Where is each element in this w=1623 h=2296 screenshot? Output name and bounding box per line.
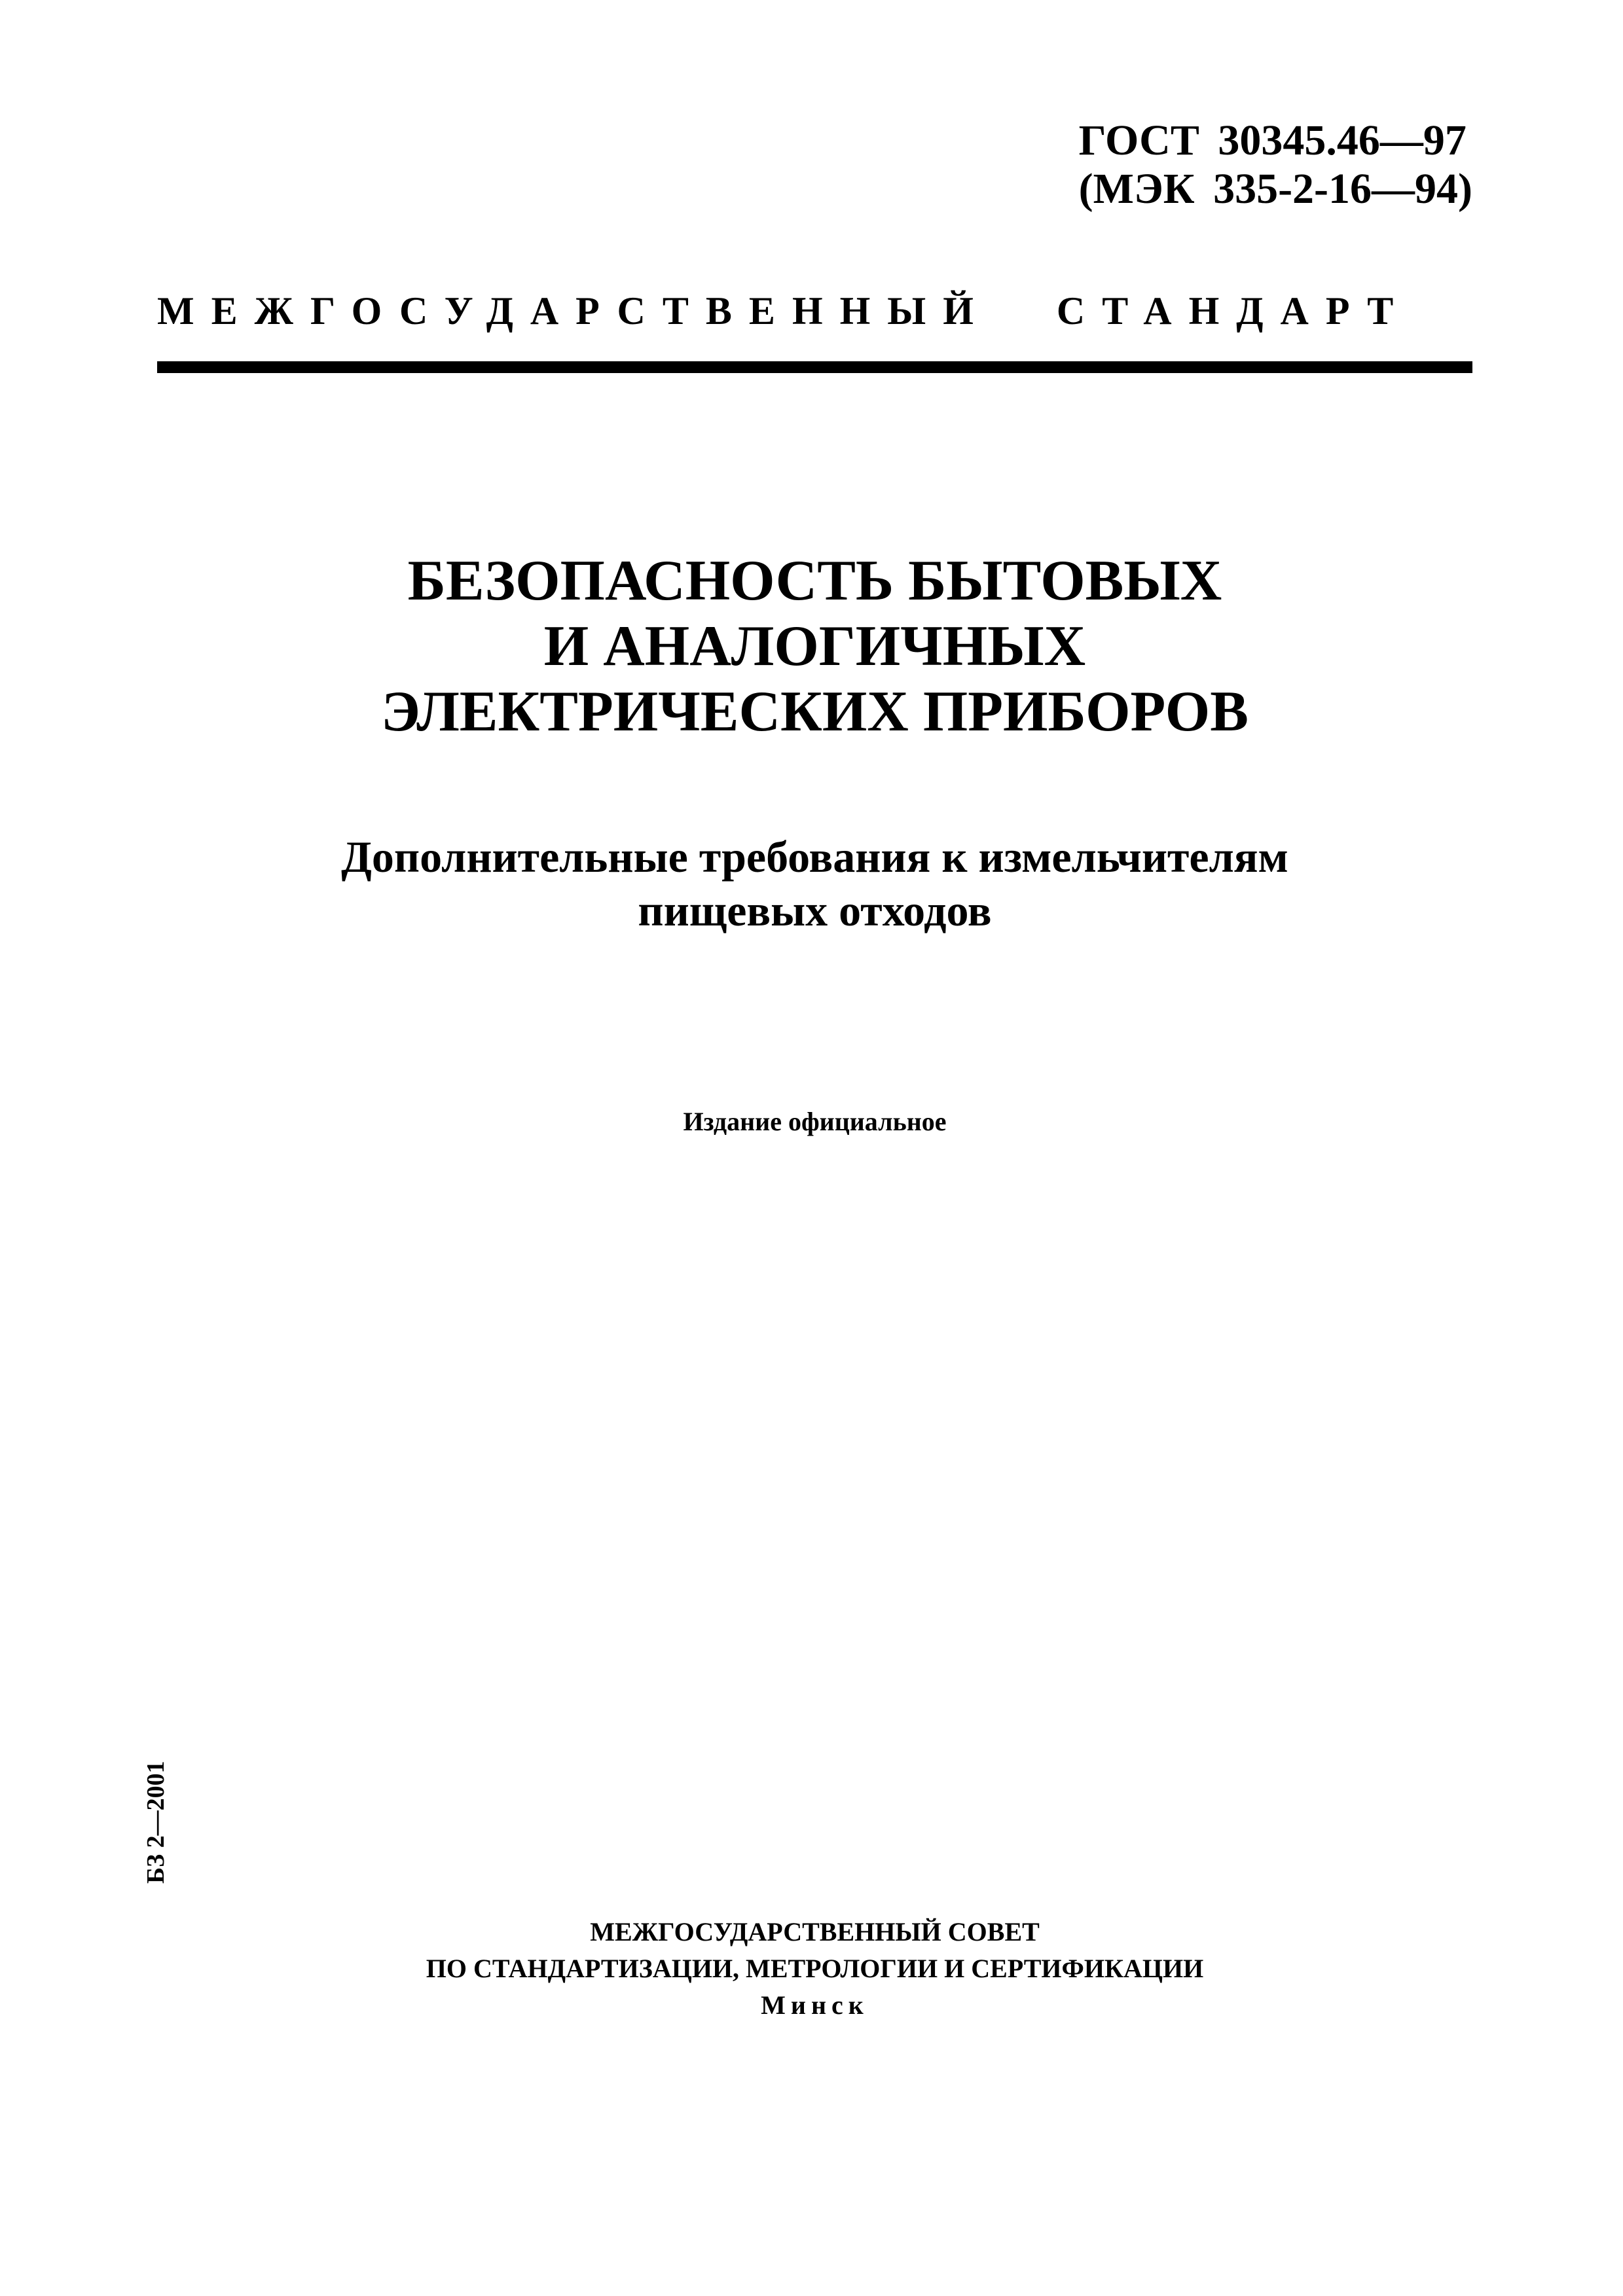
title-line-3: ЭЛЕКТРИЧЕСКИХ ПРИБОРОВ: [381, 680, 1249, 744]
subtitle-line-2: пищевых отходов: [638, 886, 992, 935]
iec-number: (МЭК 335-2-16—94): [1078, 165, 1472, 213]
publisher-line-1: МЕЖГОСУДАРСТВЕННЫЙ СОВЕТ: [590, 1917, 1040, 1946]
subtitle-line-1: Дополнительные требования к измельчителям: [341, 832, 1288, 882]
publisher-city: Минск: [761, 1990, 869, 2020]
edition-note: Издание официальное: [683, 1107, 947, 1136]
title-line-1: БЕЗОПАСНОСТЬ БЫТОВЫХ: [407, 549, 1222, 613]
document-title: [157, 548, 1472, 745]
side-code-text: БЗ 2—2001: [142, 1761, 170, 1884]
standard-designation: [1079, 117, 1472, 213]
header-rule: [157, 361, 1472, 373]
standard-type-heading: МЕЖГОСУДАРСТВЕННЫЙ СТАНДАРТ: [157, 289, 1411, 332]
publisher-line-2: ПО СТАНДАРТИЗАЦИИ, МЕТРОЛОГИИ И СЕРТИФИКАЦИИ: [426, 1954, 1204, 1983]
gost-number: ГОСТ 30345.46—97: [1078, 117, 1467, 164]
document-subtitle: [157, 830, 1472, 937]
title-line-2: И АНАЛОГИЧНЫХ: [543, 615, 1086, 678]
publisher-block: [157, 1914, 1472, 2024]
